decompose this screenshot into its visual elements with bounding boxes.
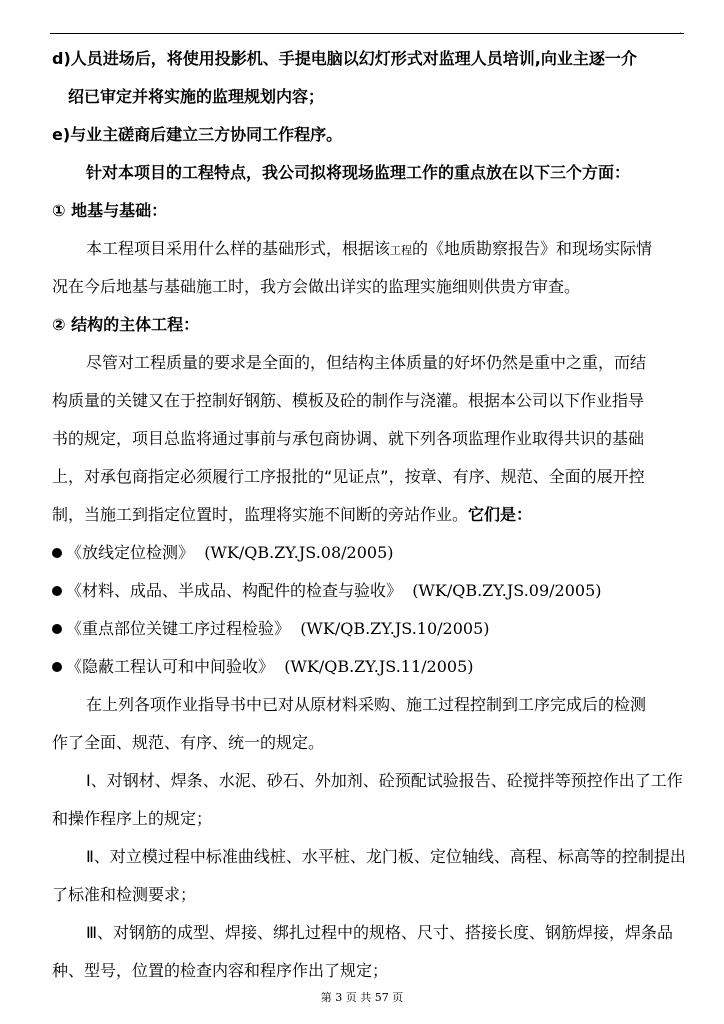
structure-line-4: 上，对承包商指定必须履行工序报批的“见证点”，按章、有序、规范、全面的展开控 [52, 467, 645, 486]
foundation-line-1-small-word: 工程 [390, 244, 413, 257]
structure-line-5 [52, 505, 532, 525]
item-iii-line-1: Ⅲ、对钢筋的成型、焊接、绑扎过程中的规格、尺寸、搭接长度、钢筋焊接，焊条品 [86, 923, 674, 942]
item-i-line-2: 和操作程序上的规定； [52, 809, 213, 828]
structure-line-1: 尽管对工程质量的要求是全面的，但结构主体质量的好坏仍然是重中之重，而结 [86, 353, 647, 372]
bullet-title: 《重点部位关键工序过程检验》 [66, 619, 291, 638]
foundation-line-2: 况在今后地基与基础施工时，我方会做出详实的监理实施细则供贵方审查。 [52, 277, 581, 296]
item-ii-line-2: 了标准和检测要求； [52, 885, 197, 904]
guidance-line-1: 在上列各项作业指导书中已对从原材料采购、施工过程控制到工序完成后的检测 [86, 695, 647, 714]
bullet-dot-icon [52, 624, 62, 634]
foundation-line-1-part-c: 的《地质勘察报告》和现场实际情 [412, 239, 653, 258]
item-i-line-1: Ⅰ、对钢材、焊条、水泥、砂石、外加剂、砼预配试验报告、砼搅拌等预控作出了工作 [86, 771, 683, 790]
structure-line-2: 构质量的关键又在于控制好钢筋、模板及砼的制作与浇灌。根据本公司以下作业指导 [52, 391, 645, 410]
bullet-dot-icon [52, 586, 62, 596]
bullet-code: (WK/QB.ZY.JS.10/2005) [300, 619, 490, 638]
header-corner-mark: , [679, 26, 682, 35]
paragraph-d-line-1: d)人员进场后，将使用投影机、手提电脑以幻灯形式对监理人员培训,向业主逐一介 [52, 49, 637, 68]
bullet-item [52, 581, 601, 601]
bullet-code: (WK/QB.ZY.JS.08/2005) [204, 543, 394, 562]
item-ii-line-1: Ⅱ、对立模过程中标准曲线桩、水平桩、龙门板、定位轴线、高程、标高等的控制提出 [86, 847, 686, 866]
bullet-item [52, 543, 393, 563]
bullet-code: (WK/QB.ZY.JS.09/2005) [412, 581, 602, 600]
structure-line-3: 书的规定，项目总监将通过事前与承包商协调、就下列各项监理作业取得共识的基础 [52, 429, 645, 448]
bullet-title: 《放线定位检测》 [66, 543, 195, 562]
bullet-title: 《隐蔽工程认可和中间验收》 [66, 657, 275, 676]
bullet-title: 《材料、成品、半成品、构配件的检查与验收》 [66, 581, 403, 600]
structure-line-5-text: 制，当施工到指定位置时，监理将实施不间断的旁站作业。 [52, 505, 469, 524]
bullet-dot-icon [52, 548, 62, 558]
bullet-code: (WK/QB.ZY.JS.11/2005) [284, 657, 474, 676]
bullet-item [52, 619, 489, 639]
bullet-dot-icon [52, 662, 62, 672]
guidance-line-2: 作了全面、规范、有序、统一的规定。 [52, 733, 325, 752]
heading-foundation: ① 地基与基础： [52, 201, 168, 220]
paragraph-d-line-2: 绍已审定并将实施的监理规划内容； [68, 87, 325, 106]
foundation-line-1 [86, 239, 652, 261]
they-are-label: 它们是： [468, 505, 533, 524]
item-iii-line-2: 种、型号，位置的检查内容和程序作出了规定； [52, 961, 389, 980]
foundation-line-1-part-a: 本工程项目采用什么样的基础形式，根据该 [86, 239, 391, 258]
paragraph-e: e)与业主磋商后建立三方协同工作程序。 [52, 125, 343, 144]
focus-intro: 针对本项目的工程特点，我公司拟将现场监理工作的重点放在以下三个方面： [86, 163, 631, 182]
page-number-footer: 第 3 页 共 57 页 [320, 991, 404, 1004]
header-rule [50, 33, 684, 34]
bullet-item [52, 657, 473, 677]
heading-main-structure: ② 结构的主体工程： [52, 315, 200, 334]
